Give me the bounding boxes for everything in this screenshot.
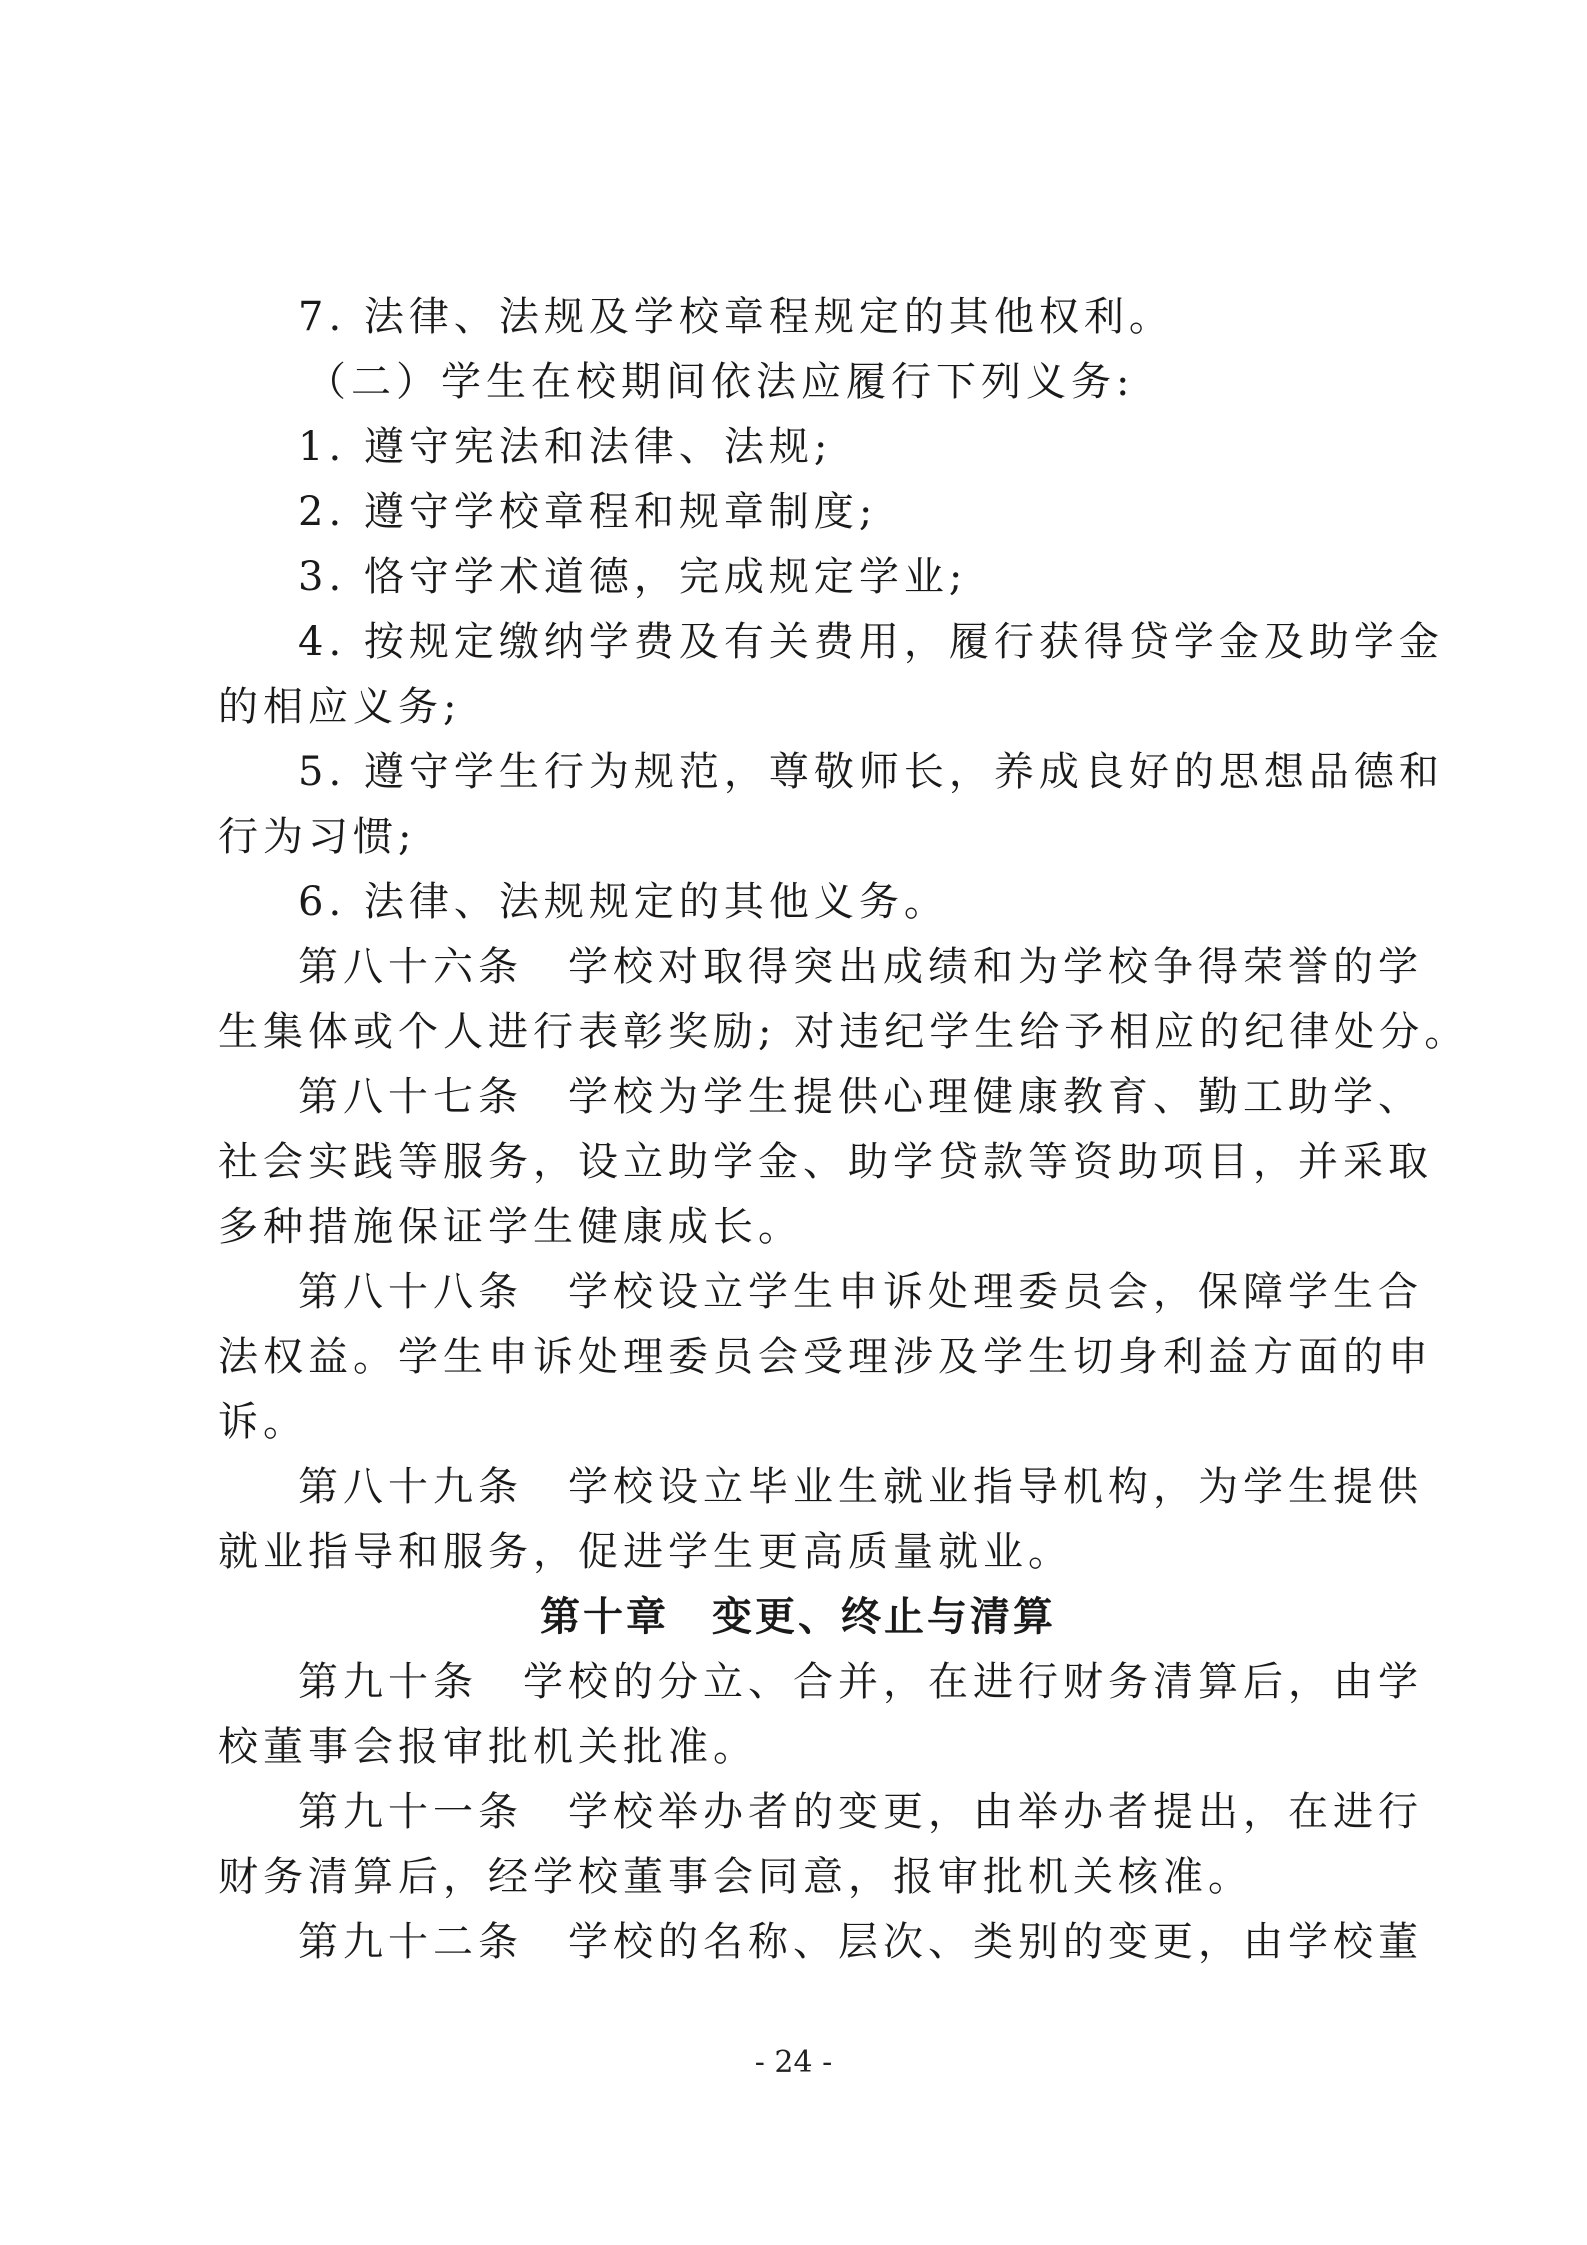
list-item-line-continued: 行为习惯; xyxy=(218,814,417,860)
article-line-continued: 诉。 xyxy=(218,1399,308,1445)
article-line-continued: 多种措施保证学生健康成长。 xyxy=(218,1204,803,1250)
article-line: 第八十六条 学校对取得突出成绩和为学校争得荣誉的学 xyxy=(298,944,1423,990)
article-line-continued: 就业指导和服务，促进学生更高质量就业。 xyxy=(218,1529,1073,1575)
list-item-line: 1. 遵守宪法和法律、法规; xyxy=(298,424,833,470)
article-line: 第九十条 学校的分立、合并，在进行财务清算后，由学 xyxy=(298,1659,1423,1705)
list-item-line: 6. 法律、法规规定的其他义务。 xyxy=(298,879,949,925)
article-line: 第八十七条 学校为学生提供心理健康教育、勤工助学、 xyxy=(298,1074,1423,1120)
article-line-continued: 法权益。学生申诉处理委员会受理涉及学生切身利益方面的申 xyxy=(218,1334,1433,1380)
list-item-line: 3. 恪守学术道德，完成规定学业; xyxy=(298,554,968,600)
article-line-continued: 社会实践等服务，设立助学金、助学贷款等资助项目，并采取 xyxy=(218,1139,1433,1185)
list-item-line: 4. 按规定缴纳学费及有关费用，履行获得贷学金及助学金 xyxy=(298,619,1444,665)
article-line-continued: 财务清算后，经学校董事会同意，报审批机关核准。 xyxy=(218,1854,1253,1900)
list-item-line-continued: 的相应义务; xyxy=(218,684,462,730)
article-line: 第九十一条 学校举办者的变更，由举办者提出，在进行 xyxy=(298,1789,1423,1835)
list-item-line: 5. 遵守学生行为规范，尊敬师长，养成良好的思想品德和 xyxy=(298,749,1444,795)
article-line-continued: 生集体或个人进行表彰奖励; 对违纪学生给予相应的纪律处分。 xyxy=(218,1009,1470,1055)
article-line: 第八十八条 学校设立学生申诉处理委员会，保障学生合 xyxy=(298,1269,1423,1315)
article-line-continued: 校董事会报审批机关批准。 xyxy=(218,1724,758,1770)
chapter-heading: 第十章 变更、终止与清算 xyxy=(540,1594,1056,1640)
page-number: - 24 - xyxy=(754,2045,833,2080)
list-item-line: 2. 遵守学校章程和规章制度; xyxy=(298,489,878,535)
article-line: 第九十二条 学校的名称、层次、类别的变更，由学校董 xyxy=(298,1919,1423,1965)
article-line: 第八十九条 学校设立毕业生就业指导机构，为学生提供 xyxy=(298,1464,1423,1510)
section-heading-line: （二）学生在校期间依法应履行下列义务: xyxy=(306,359,1135,405)
paragraph-line: 7. 法律、法规及学校章程规定的其他权利。 xyxy=(298,294,1174,340)
document-body xyxy=(218,285,1470,1975)
